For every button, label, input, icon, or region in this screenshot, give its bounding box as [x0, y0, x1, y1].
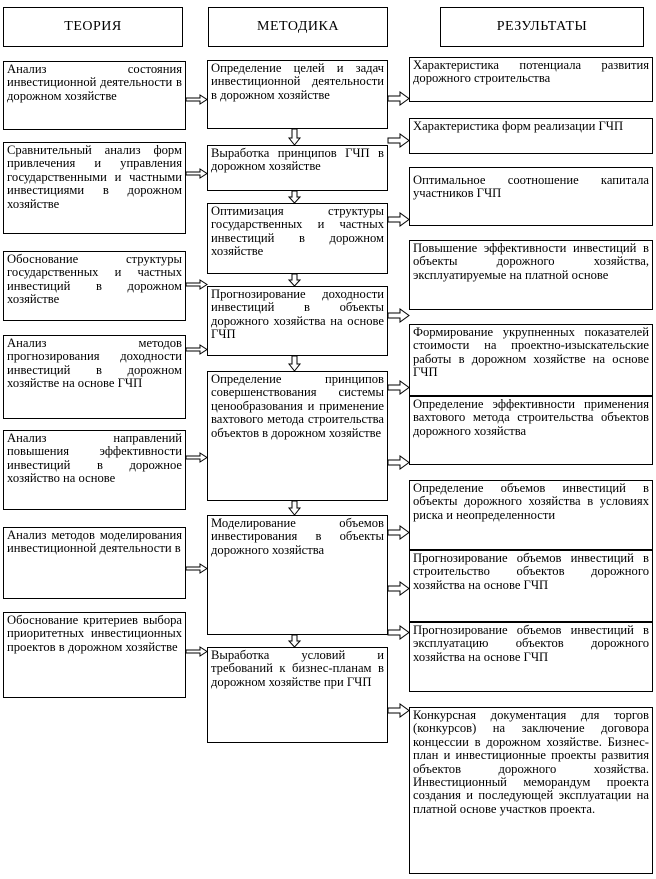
arrow-right-icon: [388, 92, 409, 105]
method-text: Прогнозирование доходности инвестиций в объекты дорожного хозяйства на основе ГЧП: [211, 287, 384, 342]
method-text: Определение принципов совершенствования системы ценообразования и применение вахтового метода строительства объектов в дорожном хозяйстве: [211, 372, 384, 440]
method-box: [207, 647, 388, 743]
theory-box: [3, 430, 186, 510]
result-text: Прогнозирование объемов инвестиций в строительство объектов дорожного хозяйства на основе ГЧП: [413, 551, 649, 592]
result-text: Характеристика форм реализации ГЧП: [413, 119, 624, 133]
arrow-right-icon: [186, 95, 207, 104]
method-box: [207, 286, 388, 356]
header-theory-label: ТЕОРИЯ: [64, 19, 122, 34]
theory-text: Анализ состояния инвестиционной деятельности в дорожном хозяйстве: [7, 62, 182, 103]
method-box: [207, 515, 388, 635]
theory-box: [3, 527, 186, 599]
result-box: [409, 622, 653, 692]
theory-text: Анализ методов прогнозирования доходности инвестиций в дорожном хозяйстве на основе ГЧП: [7, 336, 182, 391]
header-method-label: МЕТОДИКА: [257, 19, 339, 34]
result-text: Повышение эффективности инвестиций в объекты дорожного хозяйства, эксплуатируемые на платной основе: [413, 241, 649, 282]
arrow-right-icon: [388, 526, 409, 539]
result-box: [409, 240, 653, 310]
theory-box: [3, 335, 186, 419]
result-text: Определение объемов инвестиций в объекты дорожного хозяйства в условиях риска и неопределенности: [413, 481, 649, 522]
arrow-right-icon: [186, 280, 207, 289]
theory-text: Анализ методов моделирования инвестиционной деятельности в: [7, 528, 182, 556]
arrow-down-icon: [289, 129, 300, 145]
arrow-down-icon: [289, 356, 300, 371]
result-box: [409, 396, 653, 465]
result-box: [409, 707, 653, 874]
theory-text: Анализ направлений повышения эффективности инвестиций в дорожное хозяйство на основе: [7, 431, 182, 486]
result-box: [409, 324, 653, 396]
method-box: [207, 203, 388, 274]
method-text: Определение целей и задач инвестиционной деятельности в дорожном хозяйстве: [211, 61, 384, 102]
method-text: Выработка принципов ГЧП в дорожном хозяйстве: [211, 146, 384, 174]
result-box: [409, 167, 653, 226]
arrow-right-icon: [388, 213, 409, 226]
theory-box: [3, 142, 186, 234]
theory-text: Сравнительный анализ форм привлечения и управления государственными и частными инвестициями в дорожном хозяйстве: [7, 143, 182, 211]
method-text: Оптимизация структуры государственных и частных инвестиций в дорожном хозяйстве: [211, 204, 384, 259]
arrow-right-icon: [388, 381, 409, 394]
result-text: Определение эффективности применения вахтового метода строительства объектов дорожного хозяйства: [413, 397, 649, 438]
arrow-right-icon: [388, 704, 409, 717]
arrow-right-icon: [186, 647, 207, 656]
result-text: Конкурсная документация для торгов (конкурсов) на заключение договора концессии в дорожном хозяйстве. Бизнес-план и инвестиционные проекты развития объектов дорожного хозяйства. Инвестиционный меморандум проекта создания и последующей эксплуатации на платной основе участков проекта.: [413, 708, 649, 816]
arrow-down-icon: [289, 501, 300, 515]
theory-box: [3, 251, 186, 321]
arrow-right-icon: [388, 456, 409, 469]
theory-box: [3, 61, 186, 130]
header-method: [208, 7, 388, 47]
arrow-down-icon: [289, 635, 300, 647]
result-text: Характеристика потенциала развития дорожного строительства: [413, 58, 649, 86]
method-text: Моделирование объемов инвестирования в объекты дорожного хозяйства: [211, 516, 384, 557]
arrow-right-icon: [186, 564, 207, 573]
arrow-right-icon: [388, 134, 409, 147]
method-text: Выработка условий и требований к бизнес-планам в дорожном хозяйстве при ГЧП: [211, 648, 384, 689]
result-box: [409, 550, 653, 622]
header-results: [440, 7, 644, 47]
result-box: [409, 480, 653, 550]
header-theory: [3, 7, 183, 47]
arrow-right-icon: [186, 453, 207, 462]
method-box: [207, 145, 388, 191]
arrow-right-icon: [186, 169, 207, 178]
arrow-right-icon: [388, 582, 409, 595]
arrow-down-icon: [289, 191, 300, 203]
result-box: [409, 57, 653, 102]
arrow-right-icon: [388, 626, 409, 639]
result-text: Формирование укрупненных показателей стоимости на проектно-изыскательские работы в дорожном хозяйстве на основе ГЧП: [413, 325, 649, 380]
theory-text: Обоснование структуры государственных и частных инвестиций в дорожном хозяйстве: [7, 252, 182, 307]
header-results-label: РЕЗУЛЬТАТЫ: [496, 19, 588, 34]
arrow-down-icon: [289, 274, 300, 286]
method-box: [207, 371, 388, 501]
result-text: Оптимальное соотношение капитала участников ГЧП: [413, 173, 649, 201]
arrow-right-icon: [388, 309, 409, 322]
result-text: Прогнозирование объемов инвестиций в эксплуатацию объектов дорожного хозяйства на основе ГЧП: [413, 623, 649, 664]
result-box: [409, 118, 653, 154]
theory-box: [3, 612, 186, 698]
theory-text: Обоснование критериев выбора приоритетных инвестиционных проектов в дорожном хозяйстве: [7, 613, 182, 654]
arrow-right-icon: [186, 345, 207, 354]
method-box: [207, 60, 388, 129]
